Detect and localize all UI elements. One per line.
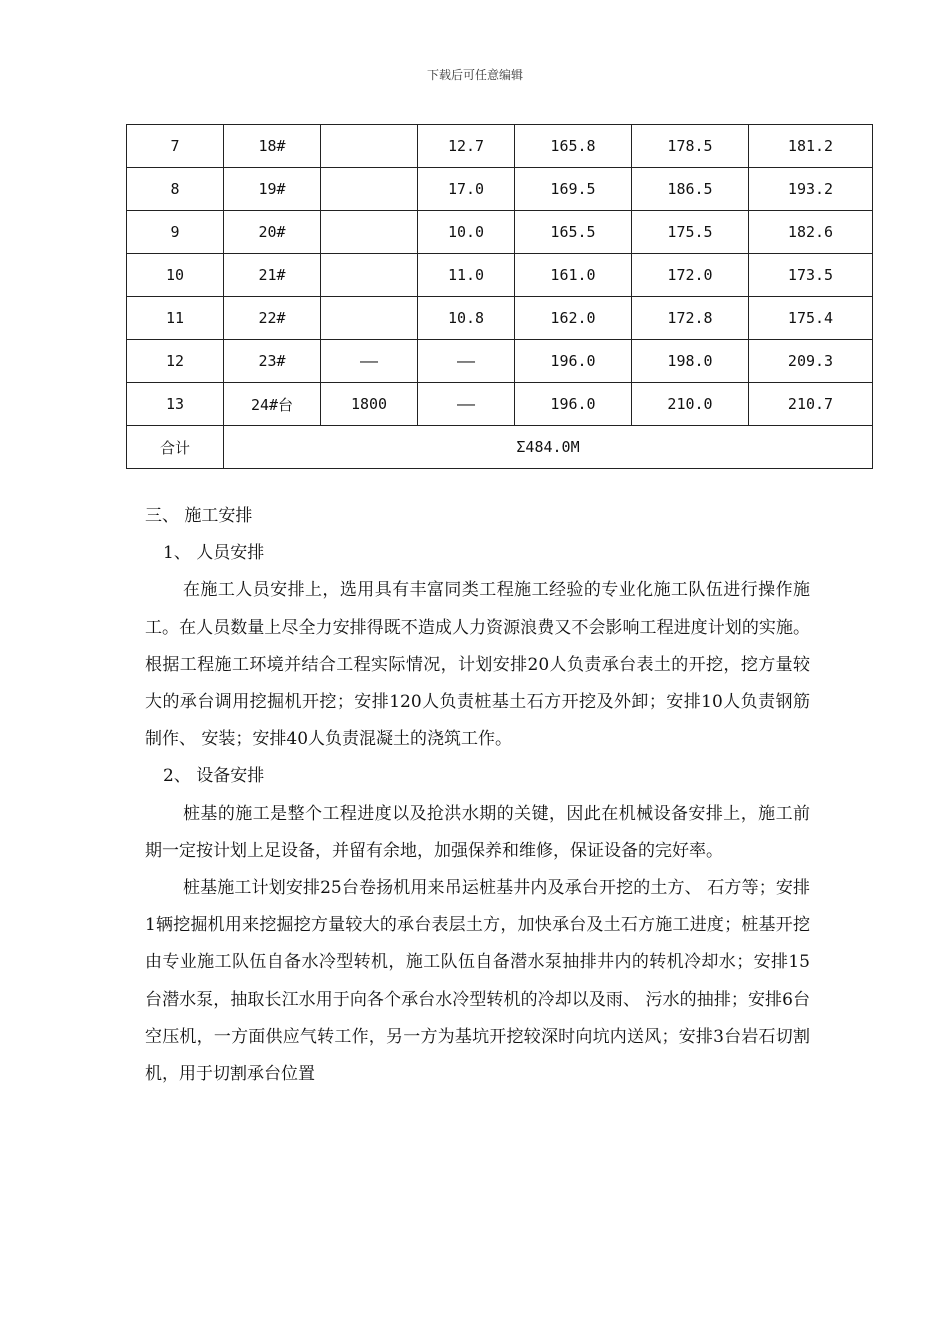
table-cell: 181.2 — [749, 125, 873, 168]
page-header-note: 下载后可任意编辑 — [426, 68, 523, 82]
table-cell: 161.0 — [515, 254, 632, 297]
table-row — [127, 211, 873, 254]
table-cell: 173.5 — [749, 254, 873, 297]
total-value: Σ484.0M — [224, 426, 873, 469]
subsection-heading-personnel: 1、 人员安排 — [163, 543, 265, 564]
table-cell: 22# — [224, 297, 321, 340]
table-cell: 23# — [224, 340, 321, 383]
paragraph-equipment-1: 桩基的施工是整个工程进度以及抢洪水期的关键，因此在机械设备安排上，施工前期一定按计划上足设备，并留有余地，加强保养和维修，保证设备的完好率。 — [145, 803, 810, 861]
table-row — [127, 383, 873, 426]
table-cell: 165.8 — [515, 125, 632, 168]
table-cell: 18# — [224, 125, 321, 168]
table-cell: 13 — [127, 383, 224, 426]
table-cell: 186.5 — [632, 168, 749, 211]
table-cell: 196.0 — [515, 340, 632, 383]
table-cell — [321, 211, 418, 254]
pile-data-table — [126, 124, 873, 469]
table-cell — [321, 254, 418, 297]
table-cell: 21# — [224, 254, 321, 297]
table-cell: 12.7 — [418, 125, 515, 168]
table-cell: 209.3 — [749, 340, 873, 383]
table-row — [127, 297, 873, 340]
subsection-heading-equipment: 2、 设备安排 — [163, 766, 265, 787]
paragraph-personnel: 在施工人员安排上，选用具有丰富同类工程施工经验的专业化施工队伍进行操作施工。在人员数量上尽全力安排得既不造成人力资源浪费又不会影响工程进度计划的实施。根据工程施工环境并结合工程实际情况，计划安排20人负责承台表土的开挖，挖方量较大的承台调用挖掘机开挖；安排120人负责桩基土石方开挖及外卸；安排10人负责钢筋制作、 安装；安排40人负责混凝土的浇筑工作。 — [145, 580, 810, 750]
table-cell: 165.5 — [515, 211, 632, 254]
table-cell: 17.0 — [418, 168, 515, 211]
table-cell: 10.8 — [418, 297, 515, 340]
table-cell: 175.5 — [632, 211, 749, 254]
table-body — [127, 125, 873, 426]
table-cell: 196.0 — [515, 383, 632, 426]
table-cell: —— — [418, 340, 515, 383]
table-cell: 210.7 — [749, 383, 873, 426]
table-cell: 182.6 — [749, 211, 873, 254]
total-label: 合计 — [127, 426, 224, 469]
table-cell: 11 — [127, 297, 224, 340]
table-cell: 7 — [127, 125, 224, 168]
table-cell: 12 — [127, 340, 224, 383]
table-cell: 10.0 — [418, 211, 515, 254]
table-cell: —— — [321, 340, 418, 383]
table-row — [127, 340, 873, 383]
table-cell: 198.0 — [632, 340, 749, 383]
table-cell: 9 — [127, 211, 224, 254]
table-cell: 11.0 — [418, 254, 515, 297]
table-cell — [321, 168, 418, 211]
table-row — [127, 254, 873, 297]
table-row — [127, 125, 873, 168]
table-cell: 169.5 — [515, 168, 632, 211]
table-cell: 20# — [224, 211, 321, 254]
table-row — [127, 168, 873, 211]
paragraph-equipment-2: 桩基施工计划安排25台卷扬机用来吊运桩基井内及承台开挖的土方、 石方等；安排1辆挖掘机用来挖掘挖方量较大的承台表层土方，加快承台及土石方施工进度；桩基开挖由专业施工队伍自备水冷型转机，施工队伍自备潜水泵抽排井内的转机冷却水；安排15台潜水泵，抽取长江水用于向各个承台水冷型转机的冷却以及雨、 污水的抽排；安排6台空压机，一方面供应气转工作，另一方为基坑开挖较深时向坑内送风；安排3台岩石切割机，用于切割承台位置 — [145, 878, 810, 1085]
table-cell: 10 — [127, 254, 224, 297]
table-cell: 8 — [127, 168, 224, 211]
table-cell — [321, 125, 418, 168]
table-cell: —— — [418, 383, 515, 426]
body-text — [145, 498, 810, 1093]
table-cell: 1800 — [321, 383, 418, 426]
table-cell: 193.2 — [749, 168, 873, 211]
total-row — [127, 426, 873, 469]
table-cell: 19# — [224, 168, 321, 211]
table-cell: 172.8 — [632, 297, 749, 340]
table-cell: 210.0 — [632, 383, 749, 426]
table-cell — [321, 297, 418, 340]
table-cell: 172.0 — [632, 254, 749, 297]
table-cell: 178.5 — [632, 125, 749, 168]
section-heading: 三、 施工安排 — [145, 506, 253, 526]
table-cell: 175.4 — [749, 297, 873, 340]
table-cell: 24#台 — [224, 383, 321, 426]
table-cell: 162.0 — [515, 297, 632, 340]
